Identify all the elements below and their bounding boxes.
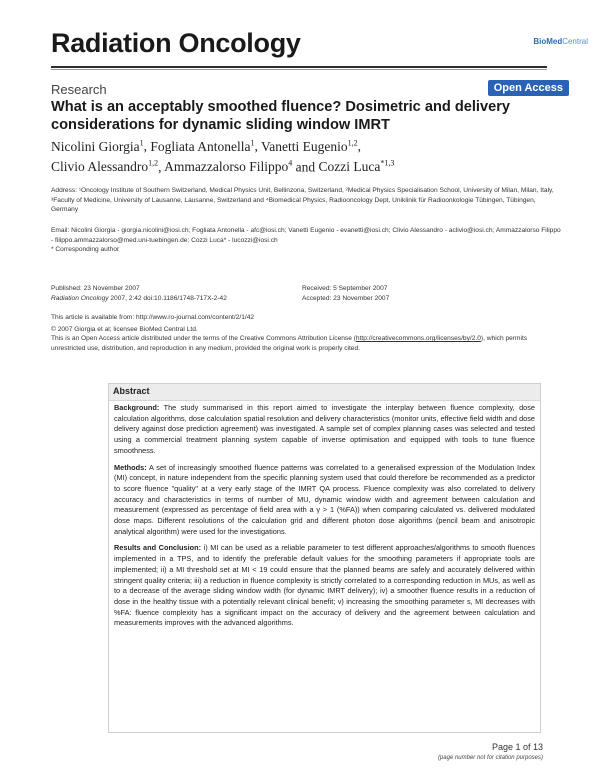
affiliations: Address: ¹Oncology Institute of Southern Switzerland, Medical Physics Unit, Bellinzona, Switzerland, ²Medical Physics Specialisation School, University of Milan, Milan, Italy, ³Faculty of Medicine, University of Lausanne, Lausanne, Switzerland and ⁴Biomedical Physics, Radiooncology Dept, Uniklinik für Radioonkologie Tübingen, Tübingen, Germany xyxy=(51,187,554,214)
header-rule xyxy=(51,66,547,68)
author-5[interactable]: Ammazzalorso Filippo$^4$ xyxy=(164,158,293,174)
received-date: Received: 5 September 2007 xyxy=(302,285,388,292)
corresponding-author-note: * Corresponding author xyxy=(51,246,120,253)
abstract-background: Background: The study summarised in this report aimed to investigate the interplay between fluence complexity, dose calculation algorithms, dose calculation spatial resolution and delivery characteristics (monitor units, effective field width and dose delivery against dose prediction agreement) was investigated. A sample set of complex planning cases was selected and tested using a commercial treatment planning system capable of inverse optimisation and equipped with tools to tune fluence smoothness. xyxy=(114,403,535,455)
page-number: Page 1 of 13 xyxy=(491,742,543,752)
license-link[interactable]: http://creativecommons.org/licenses/by/2.0 xyxy=(355,335,481,342)
page-number-note: (page number not for citation purposes) xyxy=(437,755,543,761)
abstract-box xyxy=(108,383,541,733)
author-3[interactable]: Vanetti Eugenio$^{1,2}$ xyxy=(261,138,358,154)
citation: Radiation Oncology 2007, 2:42 doi:10.1186/1748-717X-2-42 xyxy=(51,295,227,302)
publisher-logo xyxy=(533,37,588,46)
author-6[interactable]: Cozzi Luca$^{*1,3}$ xyxy=(318,158,395,174)
header-rule-thin xyxy=(51,69,547,70)
author-list: Nicolini Giorgia$^1$, Fogliata Antonella$^1$, Vanetti Eugenio$^{1,2}$, Clivio Alessandro$^{1,2}$, Ammazzalorso Filippo$^4$ and Cozzi Luca$^{*1,3}$ xyxy=(51,138,395,174)
author-emails: Email: Nicolini Giorgia - giorgia.nicolini@iosi.ch; Fogliata Antonella - afc@iosi.ch; Vanetti Eugenio - evanetti@iosi.ch; Clivio Alessandro - aclivio@iosi.ch; Ammazzalorso Filippo - filippo.ammazzalorso@med.uni-tuebingen.de; Cozzi Luca* - lucozzi@iosi.ch xyxy=(51,227,561,244)
abstract-body xyxy=(114,403,535,635)
author-2[interactable]: Fogliata Antonella$^1$ xyxy=(150,138,255,154)
publication-meta xyxy=(51,284,291,304)
article-url[interactable]: This article is available from: http://www.ro-journal.com/content/2/1/42 xyxy=(51,314,255,321)
author-4[interactable]: Clivio Alessandro$^{1,2}$ xyxy=(51,158,159,174)
abstract-results: Results and Conclusion: i) MI can be used as a reliable parameter to test different approaches/algorithms to smooth fluences implemented in a TPS, and to identify the preferable default values for the smoothing parameters if appropriate tools are implemented; ii) a MI threshold set at MI < 19 could ensure that the planned beams are safely and accurately delivered within stringent quality criteria; iii) a reduction in fluence complexity is strictly correlated to a corresponding reduction in MUs, as well as to a decrease of the average sliding window width (for dynamic IMRT delivery); iv) a smoother fluence results in a reduction of dose in the healthy tissue with a potentially relevant clinical benefit; v) increasing the smoothing parameter s, MI decreases with %FA: fluence complexity has a significant impact on the accuracy of delivery and the agreement between calculation and measurements improves with the advanced algorithms. xyxy=(114,543,535,628)
publisher-name-light: Central xyxy=(562,37,588,46)
section-label: Research xyxy=(51,82,107,97)
review-meta xyxy=(302,284,542,304)
license-text: This is an Open Access article distributed under the terms of the Creative Commons Attribution License (http://creativecommons.org/licenses/by/2.0), which permits unrestricted use, distribution, and reproduction in any medium, provided the original work is properly cited. xyxy=(51,335,528,352)
abstract-header xyxy=(109,384,540,401)
open-access-badge: Open Access xyxy=(488,80,569,96)
copyright: © 2007 Giorgia et al; licensee BioMed Central Ltd. xyxy=(51,326,198,333)
accepted-date: Accepted: 23 November 2007 xyxy=(302,295,390,302)
author-1[interactable]: Nicolini Giorgia$^1$ xyxy=(51,138,144,154)
abstract-heading: Abstract xyxy=(113,386,150,396)
published-date: Published: 23 November 2007 xyxy=(51,285,140,292)
publisher-name-bold: BioMed xyxy=(533,37,563,46)
article-title: What is an acceptably smoothed fluence? Dosimetric and delivery considerations for dynamic sliding window IMRT xyxy=(51,99,511,133)
journal-title: Radiation Oncology xyxy=(51,28,301,58)
abstract-methods: Methods: A set of increasingly smoothed fluence patterns was correlated to a generalised expression of the Modulation Index (MI) concept, in nature independent from the specific planning system used that could therefore be recommended as a predictor to score fluence "quality" at a very early stage of the IMRT QA process. Fluence complexity was also correlated to delivery accuracy and characteristics in terms of number of MU, dynamic window width and agreement between calculation and measurement (expressed as percentage of field area with a γ > 1 (%FA)) when comparing calculated vs. delivered modulated dose maps. Different resolutions of the calculation grid and different photon dose algorithms (pencil beam and anisotropic analytical algorithm) were used for the investigations. xyxy=(114,462,535,536)
